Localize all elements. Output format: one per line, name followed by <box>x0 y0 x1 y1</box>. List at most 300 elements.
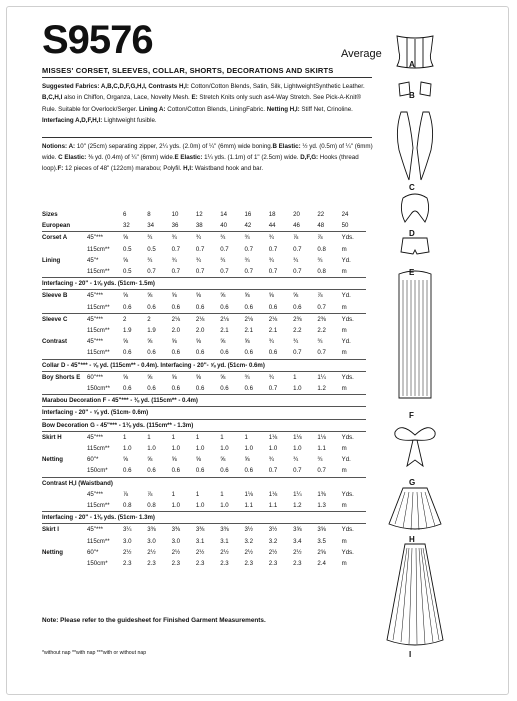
skirt-i-drawing <box>387 544 443 645</box>
yardage-value: 3½ <box>269 524 293 536</box>
yardage-value: 1 <box>293 371 317 383</box>
full-width-cell <box>42 419 366 431</box>
yardage-value: 2⅛ <box>269 313 293 325</box>
unit-cell: m <box>341 560 347 568</box>
yardage-value: 1.1 <box>317 445 326 453</box>
yardage-value: 1.2 <box>293 502 302 510</box>
yardage-value: 1.0 <box>220 502 229 510</box>
row-label <box>42 500 87 512</box>
yardage-value: 2.4 <box>317 560 326 568</box>
view-letter-h: H <box>409 535 415 544</box>
yardage-value: 1¼ <box>293 490 302 498</box>
unit-cell: Yds. <box>341 490 354 498</box>
row-label <box>42 558 87 569</box>
yardage-value: 3⅜ <box>196 524 220 536</box>
unit-cell: Yd. <box>341 456 351 464</box>
fabrics-label: E: <box>191 94 198 102</box>
row-label <box>42 325 87 336</box>
yardage-value: 0.7 <box>268 245 278 253</box>
yardage-value: ⅞ <box>293 232 317 244</box>
yardage-value: ¾ <box>244 256 250 264</box>
unit-cell: Yds. <box>342 371 366 383</box>
yardage-value: ⅝ <box>171 456 177 464</box>
table-row <box>42 313 366 325</box>
size-cell: 40 <box>220 222 227 230</box>
size-cell: 8 <box>147 211 151 218</box>
yardage-value: 0.6 <box>195 467 205 475</box>
yardage-value: 2.3 <box>147 560 156 568</box>
yardage-value: 2.0 <box>171 327 181 335</box>
yardage-value: ⅝ <box>123 290 147 302</box>
yardage-value: 1.9 <box>147 327 156 335</box>
yardage-value: 0.6 <box>195 385 205 393</box>
yardage-value: 0.7 <box>293 349 302 357</box>
yardage-value: 3.1 <box>220 537 229 545</box>
row-label <box>42 443 87 454</box>
table-row <box>42 325 366 336</box>
yardage-value: 0.7 <box>268 467 278 475</box>
yardage-value: 0.6 <box>244 303 253 311</box>
yardage-value: 2⅛ <box>220 313 244 325</box>
table-row <box>42 454 366 465</box>
yardage-value: ¾ <box>293 456 299 464</box>
table-row <box>42 359 366 371</box>
yardage-value: 2.1 <box>244 327 253 335</box>
yardage-value: 0.7 <box>244 245 253 253</box>
yardage-value: ⅝ <box>123 371 147 383</box>
yardage-value: ⅝ <box>123 338 129 346</box>
yardage-value: 0.7 <box>220 268 229 276</box>
skirt-h-drawing <box>389 488 441 529</box>
yardage-value: 0.6 <box>123 467 132 475</box>
fabrics-label: Suggested Fabrics: A,B,C,D,F,G,H,I, Contrasts H,I: <box>42 83 191 90</box>
table-row <box>42 512 366 524</box>
row-label: Boy Shorts E <box>42 371 87 383</box>
table-row <box>42 290 366 302</box>
yardage-value: 0.6 <box>147 467 156 475</box>
notions-label: B Elastic: <box>272 143 301 150</box>
view-letter-b: B <box>409 91 415 100</box>
row-label <box>42 302 87 314</box>
fabric-width: 115cm** <box>87 327 110 335</box>
full-row-text: Interfacing - 20" - ⅝ yd. (51cm- 0.6m) <box>42 409 149 417</box>
yardage-value: ⅝ <box>123 256 129 264</box>
finished-measurements-note: Note: Please refer to the guidesheet for Finished Garment Measurements. <box>42 617 266 624</box>
yardage-value: 0.7 <box>244 268 253 276</box>
yardage-value: 1 <box>172 431 196 443</box>
fabrics-text: Stiff Net, Crinoline. <box>299 105 353 113</box>
notions-label: C Elastic: <box>58 154 87 162</box>
table-row <box>42 255 366 266</box>
yardage-value: 2⅜ <box>317 313 341 325</box>
yardage-value: 0.7 <box>317 303 326 311</box>
yardage-value: 1¼ <box>317 371 341 383</box>
row-label <box>42 266 87 278</box>
yardage-value: 0.6 <box>293 303 302 311</box>
row-label: Netting <box>42 548 63 556</box>
yardage-value: 0.6 <box>171 385 181 393</box>
full-width-cell <box>42 512 366 524</box>
yardage-value: 1.0 <box>220 445 229 453</box>
yardage-value: 2½ <box>268 548 278 556</box>
size-cell: 18 <box>268 211 276 218</box>
yardage-value: ⅞ <box>123 490 129 498</box>
yardage-value: ¾ <box>317 338 323 346</box>
unit-cell: m <box>341 502 347 510</box>
table-row <box>42 443 366 454</box>
yardage-value: 1 <box>220 431 244 443</box>
yardage-value: 1.1 <box>268 502 278 510</box>
row-label: Sizes <box>42 211 58 218</box>
yardage-value: 2½ <box>195 548 205 556</box>
table-row <box>42 278 366 290</box>
yardage-value: 3⅝ <box>317 524 341 536</box>
yardage-value: 0.8 <box>147 502 156 510</box>
yardage-value: 0.6 <box>220 385 229 393</box>
yardage-value: 0.7 <box>317 349 326 357</box>
yardage-value: 0.6 <box>147 349 156 357</box>
fabrics-label: Lining A: <box>138 105 166 113</box>
yardage-value: 1 <box>195 490 200 498</box>
row-label <box>42 347 87 359</box>
size-cell: 42 <box>244 222 252 230</box>
yardage-value: 3.0 <box>147 537 156 545</box>
unit-cell: m <box>341 537 347 545</box>
yardage-value: ⅝ <box>172 290 196 302</box>
yardage-value: 0.6 <box>220 303 229 311</box>
unit-cell: m <box>341 268 347 276</box>
table-row <box>42 547 366 558</box>
unit-cell: Yds. <box>342 431 366 443</box>
yardage-value: 1.0 <box>293 385 302 393</box>
yardage-value: ⅝ <box>244 290 268 302</box>
view-letter-c: C <box>409 183 415 192</box>
yardage-value: ⅝ <box>123 456 129 464</box>
size-cell: 22 <box>317 211 325 218</box>
fabric-width: 150cm* <box>87 560 108 568</box>
fabric-width: 115cm** <box>87 245 110 253</box>
table-row <box>42 465 366 477</box>
yardage-value: 0.6 <box>244 385 253 393</box>
table-row <box>42 536 366 547</box>
table-row <box>42 266 366 278</box>
pattern-title: MISSES' CORSET, SLEEVES, COLLAR, SHORTS, DECORATIONS AND SKIRTS <box>42 66 334 75</box>
yardage-value: ⅝ <box>269 290 293 302</box>
full-width-cell <box>42 477 366 489</box>
yardage-value: ¾ <box>196 232 220 244</box>
view-letter-e: E <box>409 268 415 277</box>
size-cell: 16 <box>244 211 252 218</box>
yardage-value: 1.2 <box>317 385 326 393</box>
yardage-value: 3.0 <box>171 537 181 545</box>
notions-text: 1¼ yds. (1.1m) of 1" (2.5cm) wide. <box>202 154 301 162</box>
row-label: Sleeve B <box>42 290 87 302</box>
yardage-value: ¾ <box>220 256 226 264</box>
row-label: Corset A <box>42 232 87 244</box>
yardage-value: 3.1 <box>195 537 205 545</box>
yardage-value: 1 <box>171 490 175 498</box>
size-cell: 32 <box>123 222 130 230</box>
row-label: Contrast <box>42 338 68 346</box>
notions-text: 12 pieces of 48" (122cm) marabou; Polyfil. <box>63 165 184 173</box>
row-label <box>42 536 87 547</box>
notions-text: 10" (25cm) separating zipper, 2¼ yds. (2.0m) of ¼" (6mm) wide boning. <box>75 143 273 150</box>
table-row <box>42 347 366 359</box>
row-label: Sleeve C <box>42 313 87 325</box>
unit-cell: Yds. <box>342 524 366 536</box>
yardage-value: 3⅜ <box>172 524 196 536</box>
yardage-value: 0.7 <box>268 268 278 276</box>
yardage-value: 0.8 <box>317 268 326 276</box>
yardage-value: 0.6 <box>171 303 181 311</box>
yardage-value: 2⅝ <box>317 548 326 556</box>
yardage-value: 3.0 <box>123 537 132 545</box>
table-row <box>42 395 366 407</box>
view-letter-g: G <box>409 478 416 487</box>
yardage-value: 0.8 <box>123 502 132 510</box>
yardage-value: 0.8 <box>317 245 326 253</box>
table-row <box>42 336 366 347</box>
view-letter-d: D <box>409 229 415 238</box>
yardage-value: 2⅛ <box>244 313 268 325</box>
fabric-width: 150cm* <box>87 467 108 475</box>
fabric-width: 45"* <box>87 256 99 264</box>
yardage-value: 0.7 <box>171 268 181 276</box>
yardage-value: 0.6 <box>123 385 132 393</box>
fabrics-text: Lightweight fusible. <box>102 116 157 124</box>
yardage-value: 2.3 <box>171 560 181 568</box>
yardage-value: 2½ <box>293 548 302 556</box>
fabrics-label: Interfacing A,D,F,H,I: <box>42 116 103 124</box>
yardage-value: ¾ <box>317 456 323 464</box>
yardage-value: ¾ <box>244 371 268 383</box>
yardage-value: 2 <box>147 313 171 325</box>
yardage-value: 1⅛ <box>317 431 341 443</box>
row-label <box>42 383 87 395</box>
yardage-value: 3⅝ <box>293 524 317 536</box>
yardage-value: 1.0 <box>171 445 181 453</box>
table-row <box>42 232 366 244</box>
yardage-value: 2.2 <box>317 327 326 335</box>
yardage-value: ¾ <box>147 232 171 244</box>
yardage-value: ⅝ <box>220 371 244 383</box>
yardage-value: 1.0 <box>195 445 205 453</box>
size-cell: 46 <box>293 222 300 230</box>
yardage-value: 2½ <box>220 548 229 556</box>
size-cell: 48 <box>317 222 325 230</box>
yardage-value: 0.7 <box>195 245 205 253</box>
fabrics-text: Cotton/Cotton Blends, Satin, Silk, Lightweight <box>190 83 316 90</box>
unit-cell: m <box>341 385 347 393</box>
fabric-width: 115cm** <box>87 303 110 311</box>
full-row-text: Bow Decoration G - 45"*** - 1⅜ yds. (115cm** - 1.3m) <box>42 421 194 429</box>
yardage-value: ⅝ <box>123 232 147 244</box>
fabric-width: 60"* <box>87 548 99 556</box>
yardage-value: 0.5 <box>123 245 132 253</box>
fabric-width: 115cm** <box>87 445 110 453</box>
title-rule <box>42 77 372 78</box>
yardage-value: 0.6 <box>147 303 156 311</box>
yardage-value: 0.6 <box>123 303 132 311</box>
yardage-value: 0.7 <box>171 245 181 253</box>
yardage-value: ⅝ <box>220 456 226 464</box>
yardage-value: 2.3 <box>244 560 253 568</box>
unit-cell: m <box>341 467 347 475</box>
unit-cell: m <box>341 349 347 357</box>
yardage-value: 1 <box>220 490 224 498</box>
unit-cell: m <box>341 445 347 453</box>
yardage-value: ⅝ <box>195 338 201 346</box>
notions-text: Hooks (thread loop). <box>42 154 359 173</box>
full-width-cell <box>42 395 366 407</box>
size-cell: 10 <box>171 211 179 218</box>
yardage-value: 1 <box>196 431 220 443</box>
size-cell: 38 <box>195 222 203 230</box>
yardage-value: 1⅜ <box>317 490 326 498</box>
size-cell: 24 <box>341 211 349 218</box>
table-row <box>42 244 366 255</box>
notions-text: ⅜ yd. (0.4m) of ¼" (6mm) wide. <box>86 154 175 162</box>
row-label <box>42 465 87 477</box>
notions-label: D,F,G: <box>300 154 319 162</box>
yardage-value: 1.0 <box>123 445 132 453</box>
yardage-value: ⅝ <box>293 290 317 302</box>
yardage-value: 1.3 <box>317 502 326 510</box>
yardage-value: 2.1 <box>220 327 229 335</box>
notions-text: Waistband hook and bar. <box>193 165 264 173</box>
yardage-value: 0.7 <box>293 467 302 475</box>
yardage-value: 1⅛ <box>293 431 317 443</box>
fabrics-text: Cotton/Cotton Blends, Lining <box>165 105 247 113</box>
full-width-cell <box>42 359 366 371</box>
fabric-width: 45"*** <box>87 232 123 244</box>
view-letter-i: I <box>409 650 412 659</box>
yardage-value: ⅝ <box>220 338 226 346</box>
yardage-value: 0.6 <box>171 467 181 475</box>
unit-cell: Yds. <box>342 313 366 325</box>
row-label: Lining <box>42 256 61 264</box>
yardage-value: 2.3 <box>293 560 302 568</box>
full-row-text: Collar D - 45"*** - ⅝ yd. (115cm** - 0.4m). Interfacing - 20"- ⅝ yd. (51cm- 0.6m) <box>42 361 265 369</box>
table-row <box>42 419 366 431</box>
yardage-value: 2 <box>123 313 147 325</box>
yardage-value: ¾ <box>268 456 274 464</box>
table-row <box>42 477 366 489</box>
yardage-value: 2½ <box>147 548 156 556</box>
table-row <box>42 500 366 512</box>
yardage-value: 3.5 <box>317 537 326 545</box>
yardage-value: ¾ <box>268 256 274 264</box>
full-row-text: Marabou Decoration F - 45"*** - ⅜ yd. (115cm** - 0.4m) <box>42 397 198 405</box>
yardage-value: ¾ <box>147 256 153 264</box>
yardage-value: 1⅛ <box>244 490 253 498</box>
notions-rule <box>42 137 372 138</box>
size-header-row <box>42 209 366 220</box>
table-row <box>42 431 366 443</box>
unit-cell: m <box>341 303 347 311</box>
yardage-value: ⅝ <box>244 338 250 346</box>
yardage-value: ¾ <box>171 256 177 264</box>
yardage-value: 0.6 <box>268 303 278 311</box>
yardage-value: 2⅛ <box>172 313 196 325</box>
yardage-value: 0.6 <box>171 349 181 357</box>
row-label: European <box>42 222 71 230</box>
yardage-value: 2½ <box>244 548 253 556</box>
fabric-width: 115cm** <box>87 537 110 545</box>
yardage-value: 3⅜ <box>147 524 171 536</box>
yardage-value: 1 <box>123 431 147 443</box>
notions-label: F: <box>57 165 64 173</box>
fabric-width: 150cm** <box>87 385 111 393</box>
full-row-text: Interfacing - 20" - 1⅝ yds. (51cm- 1.5m) <box>42 280 155 288</box>
size-cell: 34 <box>147 222 155 230</box>
pattern-number: S9576 <box>42 18 153 62</box>
yardage-value: 1.0 <box>268 445 278 453</box>
yardage-value: 2.3 <box>123 560 132 568</box>
fabric-width: 45"*** <box>87 338 104 346</box>
yardage-value: ⅞ <box>147 490 153 498</box>
yardage-value: 3⅜ <box>220 524 244 536</box>
unit-cell: m <box>341 245 347 253</box>
table-row <box>42 558 366 569</box>
size-cell: 12 <box>195 211 203 218</box>
table-row <box>42 383 366 395</box>
yardage-value: ⅝ <box>195 456 201 464</box>
yardage-value: 0.7 <box>147 268 156 276</box>
yardage-value: ⅝ <box>172 371 196 383</box>
notions <box>42 141 377 175</box>
yardage-value: 1⅛ <box>268 490 278 498</box>
yardage-value: 1⅛ <box>269 431 293 443</box>
yardage-value: 3.4 <box>293 537 302 545</box>
table-row <box>42 302 366 314</box>
yardage-value: ¾ <box>195 256 201 264</box>
yardage-value: ⅝ <box>147 290 171 302</box>
notions-text: ½ yd. (0.5m) of ¼" (6mm) wide. <box>42 143 373 162</box>
yardage-value: 0.6 <box>220 349 229 357</box>
yardage-value: ¾ <box>293 256 299 264</box>
notions-label: Notions: A: <box>42 143 76 150</box>
yardage-value: 1 <box>147 431 171 443</box>
fabric-suggestions <box>42 81 377 126</box>
yardage-value: 2⅜ <box>293 313 317 325</box>
yardage-value: 0.7 <box>195 268 205 276</box>
sleeve-c-drawing <box>397 112 432 180</box>
full-width-cell <box>42 407 366 419</box>
view-illustrations <box>385 30 445 670</box>
view-letter-a: A <box>409 60 415 69</box>
unit-cell: Yd. <box>342 290 366 302</box>
yardage-value: 1.0 <box>244 445 253 453</box>
yardage-value: 0.5 <box>123 268 132 276</box>
yardage-value: 2⅛ <box>196 313 220 325</box>
table-row <box>42 524 366 536</box>
row-label: Skirt I <box>42 524 87 536</box>
unit-cell: Yds. <box>342 232 366 244</box>
bow-g-drawing <box>395 428 435 466</box>
yardage-value: 0.6 <box>244 349 253 357</box>
fabrics-text: 4-Way Stretch. See Pick-A-Knit® Rule. Suitable for Overlock/Serger. <box>42 94 361 113</box>
row-label <box>42 489 87 500</box>
fabric-width: 115cm** <box>87 349 110 357</box>
yardage-value: ⅝ <box>171 338 177 346</box>
yardage-value: 0.6 <box>244 467 253 475</box>
yardage-value: ¾ <box>172 232 196 244</box>
yardage-value: 1.9 <box>123 327 132 335</box>
yardage-value: 0.6 <box>220 467 229 475</box>
yardage-value: ⅝ <box>196 290 220 302</box>
shorts-e-drawing <box>401 238 429 254</box>
